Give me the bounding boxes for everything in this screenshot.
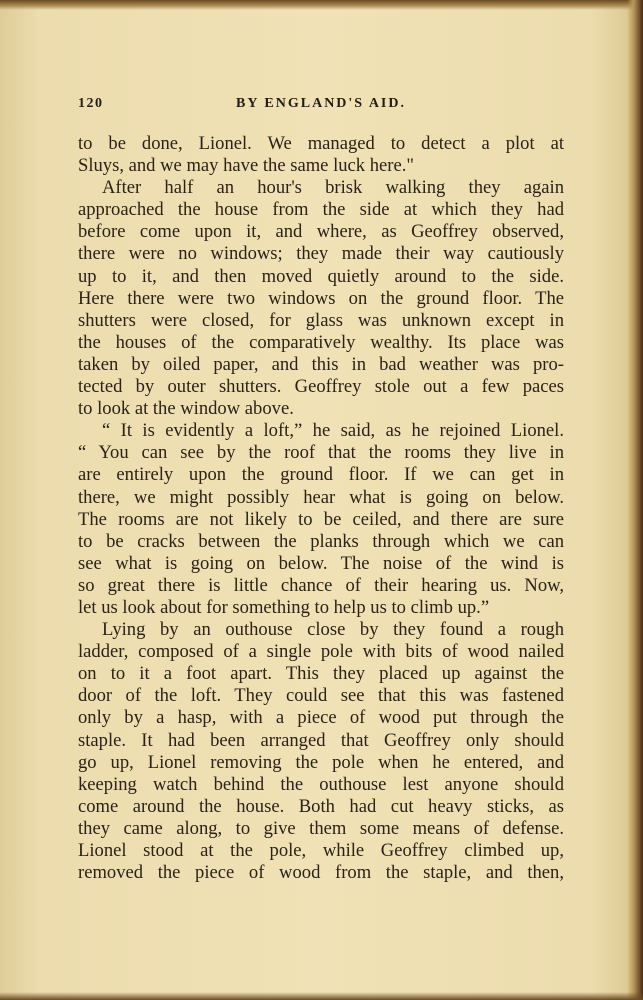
text-line: let us look about for something to help us to climb up.” [78, 596, 490, 618]
text-line: there, we might possibly hear what is going on below. [78, 486, 564, 508]
text-line: “ You can see by the roof that the rooms they live in [78, 442, 564, 464]
running-title: BY ENGLAND'S AID. [235, 96, 406, 111]
page-top-edge-shadow [0, 0, 643, 10]
text-line: before come upon it, and where, as Geoffrey observed, [78, 221, 564, 243]
text-line: “ It is evidently a loft,” he said, as he rejoined Lionel. [102, 420, 564, 442]
running-header [78, 96, 564, 120]
text-line: staple. It had been arranged that Geoffrey only should [78, 729, 564, 751]
text-line: the houses of the comparatively wealthy. Its place was [78, 331, 564, 353]
text-line: go up, Lionel removing the pole when he entered, and [78, 751, 564, 773]
text-line: tected by outer shutters. Geoffrey stole out a few paces [78, 376, 564, 398]
text-line: Lionel stood at the pole, while Geoffrey climbed up, [78, 840, 564, 861]
text-line: so great there is little chance of their hearing us. Now, [78, 574, 564, 596]
text-line: there were no windows; they made their way cautiously [78, 243, 564, 265]
text-line: to look at the window above. [78, 398, 294, 420]
text-line: approached the house from the side at which they had [78, 199, 564, 221]
page-number: 120 [78, 96, 104, 111]
text-line: only by a hasp, with a piece of wood put through the [78, 707, 564, 729]
text-line: Here there were two windows on the ground floor. The [78, 287, 564, 309]
text-line: The rooms are not likely to be ceiled, and there are sure [78, 508, 564, 530]
text-line: removed the piece of wood from the staple, and then, [78, 862, 564, 884]
text-line: door of the loft. They could see that this was fastened [78, 685, 564, 707]
text-line: they came along, to give them some means of defense. [78, 817, 564, 839]
text-line: to be cracks between the planks through which we can [78, 530, 564, 552]
page-bottom-edge-shadow [0, 992, 643, 1000]
text-line: are entirely upon the ground floor. If we can get in [78, 464, 564, 486]
text-line: ladder, composed of a single pole with bits of wood nailed [78, 641, 564, 663]
text-line: keeping watch behind the outhouse lest anyone should [78, 773, 564, 795]
text-line: Lying by an outhouse close by they found a rough [102, 619, 564, 641]
book-spine-shadow [627, 0, 643, 1000]
text-line: see what is going on below. The noise of the wind is [78, 552, 564, 574]
text-line: taken by oiled paper, and this in bad weather was pro- [78, 353, 564, 375]
text-line: on to it a foot apart. This they placed up against the [78, 663, 564, 685]
text-line: Sluys, and we may have the same luck here." [78, 155, 414, 177]
text-line: to be done, Lionel. We managed to detect a plot at [78, 133, 564, 154]
text-line: After half an hour's brisk walking they again [102, 177, 564, 199]
text-line: up to it, and then moved quietly around to the side. [78, 265, 564, 287]
text-line: come around the house. Both had cut heavy sticks, as [78, 795, 564, 817]
body-text [78, 133, 564, 884]
text-line: shutters were closed, for glass was unknown except in [78, 309, 564, 331]
